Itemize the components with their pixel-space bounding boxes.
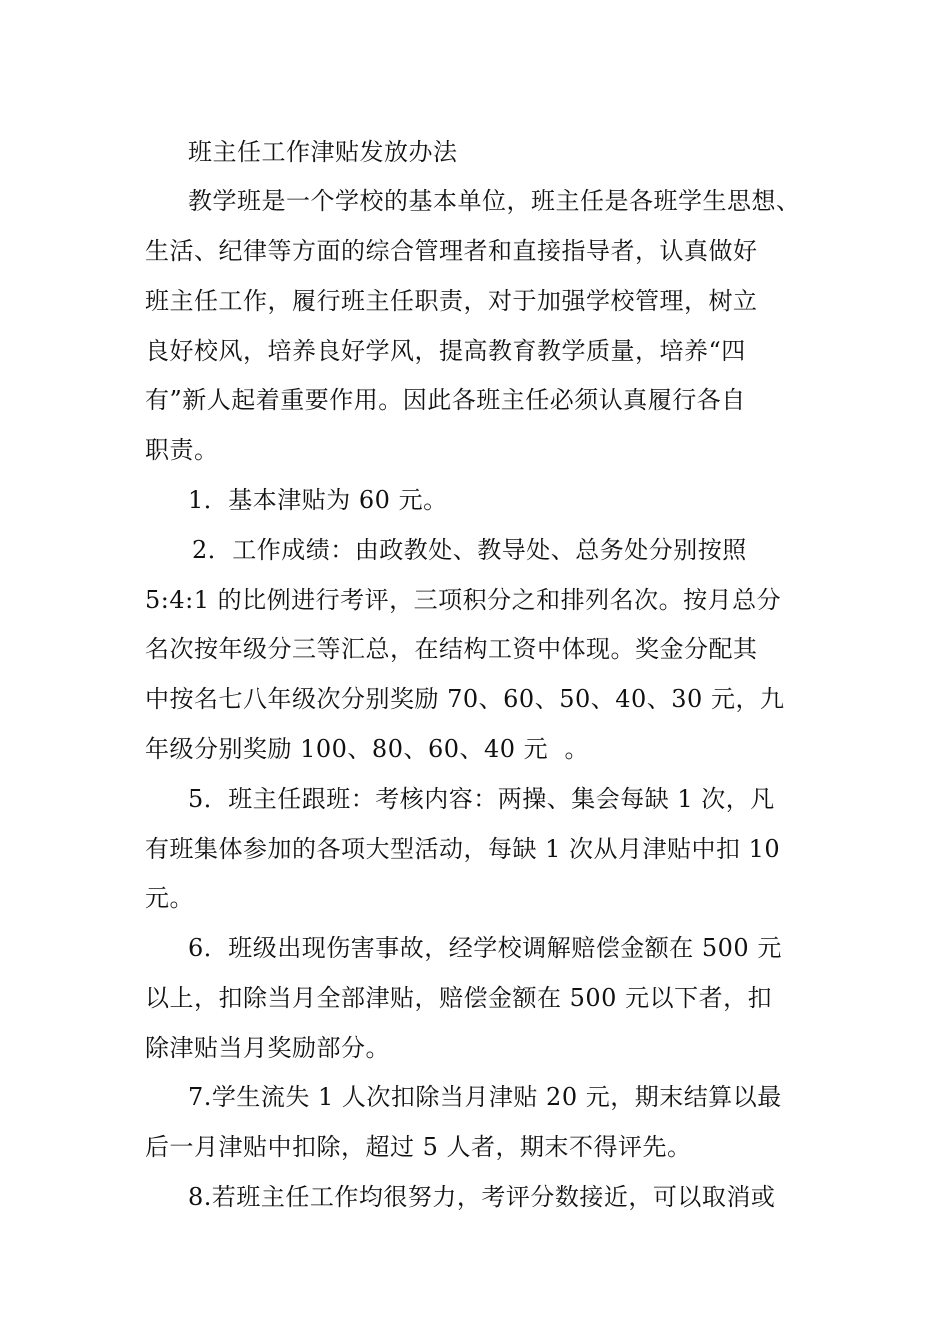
paragraph-line: 除津贴当月奖励部分。 [145,1034,390,1062]
paragraph-line: 有”新人起着重要作用。因此各班主任必须认真履行各自 [145,386,746,414]
paragraph-line: 6．班级出现伤害事故，经学校调解赔偿金额在 500 元 [188,934,782,962]
paragraph-line: 职责。 [145,436,219,464]
paragraph-line: 有班集体参加的各项大型活动，每缺 1 次从月津贴中扣 10 [145,835,781,863]
paragraph-line: 良好校风，培养良好学风，提高教育教学质量，培养“四 [145,337,746,365]
paragraph-line: 生活、纪律等方面的综合管理者和直接指导者，认真做好 [145,237,758,265]
paragraph-line: 7.学生流失 1 人次扣除当月津贴 20 元，期末结算以最 [188,1083,782,1111]
paragraph-line: 1．基本津贴为 60 元。 [188,486,448,514]
paragraph-line: 8.若班主任工作均很努力，考评分数接近，可以取消或 [188,1183,776,1211]
paragraph-line: 班主任工作，履行班主任职责，对于加强学校管理，树立 [145,287,758,315]
paragraph-line: 年级分别奖励 100、80、60、40 元 。 [145,735,589,763]
paragraph-line: 以上，扣除当月全部津贴，赔偿金额在 500 元以下者，扣 [145,984,773,1012]
paragraph-line: 2．工作成绩：由政教处、教导处、总务处分别按照 [192,536,747,564]
paragraph-line: 教学班是一个学校的基本单位，班主任是各班学生思想、 [188,187,801,215]
paragraph-line: 名次按年级分三等汇总，在结构工资中体现。奖金分配其 [145,635,758,663]
paragraph-line: 中按名七八年级次分别奖励 70、60、50、40、30 元，九 [145,685,785,713]
paragraph-line: 元。 [145,884,194,912]
paragraph-line: 5:4:1 的比例进行考评，三项积分之和排列名次。按月总分 [145,586,782,614]
document-title: 班主任工作津贴发放办法 [188,138,458,166]
paragraph-line: 5．班主任跟班：考核内容：两操、集会每缺 1 次，凡 [188,785,775,813]
paragraph-line: 后一月津贴中扣除，超过 5 人者，期末不得评先。 [145,1133,692,1161]
